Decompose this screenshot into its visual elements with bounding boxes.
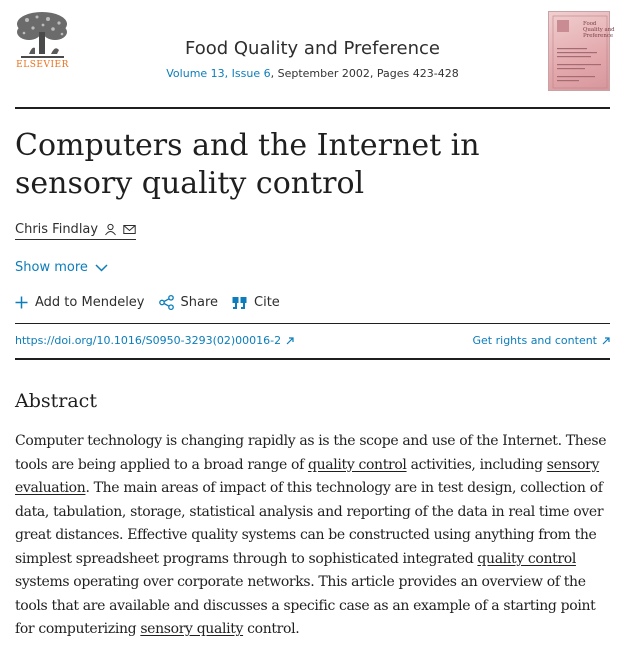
- envelope-icon[interactable]: [123, 223, 136, 236]
- keyword-quality-control-link[interactable]: quality control: [308, 456, 407, 473]
- add-to-mendeley-label: Add to Mendeley: [35, 295, 145, 310]
- journal-cover-thumbnail[interactable]: [548, 11, 615, 91]
- keyword-quality-control-link-2[interactable]: quality control: [477, 550, 576, 567]
- author-name[interactable]: Chris Findlay: [15, 222, 99, 237]
- share-label: Share: [180, 295, 219, 310]
- add-to-mendeley-button[interactable]: [15, 295, 145, 310]
- abstract-text-segment: activities, including: [406, 456, 547, 473]
- doi-divider: [15, 358, 610, 360]
- cover-image-icon: [549, 12, 615, 92]
- share-button[interactable]: [159, 295, 219, 310]
- article-title: Computers and the Internet in sensory quality control: [15, 128, 480, 201]
- show-more-label: Show more: [15, 260, 88, 275]
- person-icon: [104, 223, 117, 236]
- chevron-down-icon: [95, 264, 108, 272]
- doi-link-text: https://doi.org/10.1016/S0950-3293(02)00016-2: [15, 334, 282, 347]
- cover-title-line-2: Quality and: [583, 27, 615, 33]
- abstract-text-segment: . The main areas of impact of this technology are in test design, collection of data, tabulation, storage, statistical analysis and reporting of the data in real time over great distances. Effective quality systems can be constructed using anything from the simplest spreadsheet programs through to sophisticated integrated: [15, 480, 604, 567]
- article-header: [15, 10, 615, 96]
- cover-title-line-3: Preference: [583, 33, 614, 39]
- doi-link[interactable]: [15, 334, 294, 347]
- abstract-heading: Abstract: [15, 390, 97, 412]
- quote-icon: [232, 296, 247, 309]
- cite-button[interactable]: [232, 295, 280, 310]
- external-link-icon: [602, 337, 610, 345]
- author-link[interactable]: [15, 222, 136, 240]
- actions-divider: [15, 323, 610, 324]
- volume-issue-link[interactable]: Volume 13, Issue 6: [166, 67, 271, 80]
- journal-title[interactable]: Food Quality and Preference: [185, 38, 440, 59]
- journal-info: [105, 38, 520, 80]
- keyword-sensory-quality-link[interactable]: sensory quality: [140, 621, 244, 637]
- abstract-text-segment: control.: [243, 621, 300, 637]
- cover-title-line-1: Food: [583, 21, 597, 27]
- cite-label: Cite: [254, 295, 280, 310]
- journal-meta: [105, 67, 520, 80]
- plus-icon: [15, 296, 28, 309]
- abstract-text-segment: systems operating over corporate networks. This article provides an overview of the tools that are available and discusses a specific case as an example of a starting point for computerizing: [15, 574, 596, 637]
- publisher-name: ELSEVIER: [16, 60, 69, 70]
- article-actions: [15, 295, 294, 310]
- share-icon: [159, 295, 174, 310]
- abstract-text: [15, 430, 613, 642]
- show-more-button[interactable]: [15, 260, 108, 275]
- external-link-icon: [286, 337, 294, 345]
- header-divider: [15, 107, 610, 109]
- doi-row: [15, 334, 610, 347]
- get-rights-text: Get rights and content: [472, 334, 597, 347]
- keyword-sensory-evaluation-link[interactable]: sensory evaluation: [15, 456, 600, 496]
- abstract-text-segment: Computer technology is changing rapidly as is the scope and use of the Internet. These tools are being applied to a broad range of: [15, 433, 607, 473]
- date-pages: , September 2002, Pages 423-428: [270, 67, 459, 80]
- get-rights-link[interactable]: [473, 334, 610, 347]
